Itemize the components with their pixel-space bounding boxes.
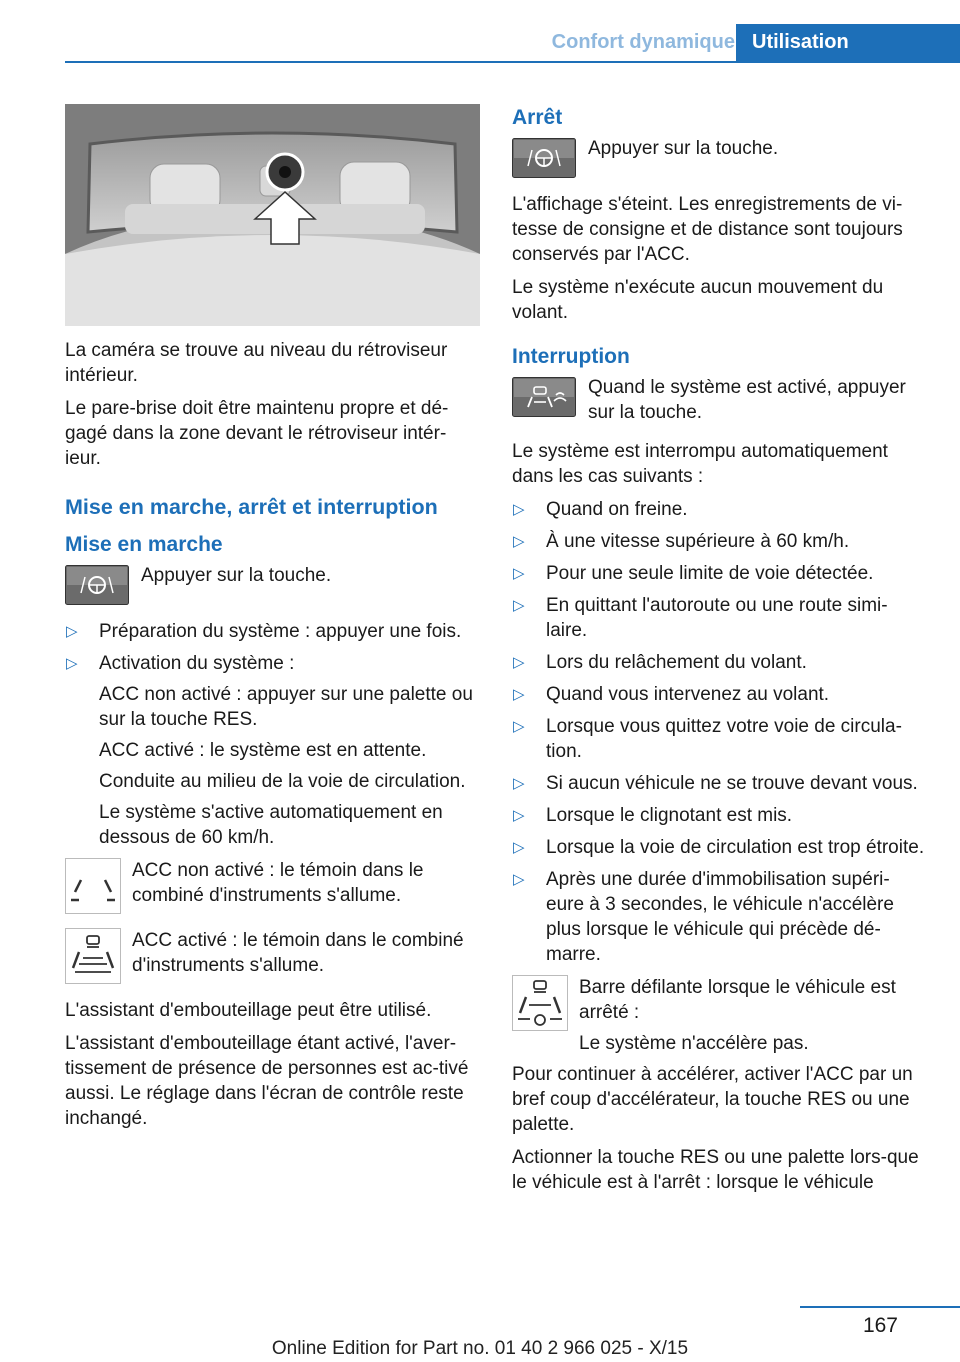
bullet-triangle-icon: ▷	[513, 807, 525, 824]
bullet-triangle-icon: ▷	[513, 871, 525, 888]
paragraph: La caméra se trouve au niveau du rétroviseur intérieur.	[65, 340, 448, 386]
list-item: ▷ Lorsque vous quittez votre voie de circula-tion.	[513, 716, 902, 762]
bullet-triangle-icon: ▷	[513, 654, 525, 671]
indicator-row	[65, 928, 480, 984]
subheading-interruption: Interruption	[512, 345, 630, 368]
stop-button-row	[512, 136, 927, 178]
paragraph: Actionner la touche RES ou une palette lors-que le véhicule est à l'arrêt : lorsque le véhicule	[512, 1147, 919, 1193]
camera-photo	[65, 104, 480, 326]
interrupt-button-icon	[512, 377, 576, 417]
header-chapter: Confort dynamique	[551, 31, 735, 53]
start-button-row	[65, 563, 480, 605]
indicator-text: Barre défilante lorsque le véhicule est arrêté :	[579, 977, 896, 1023]
section-heading: Mise en marche, arrêt et interruption	[65, 495, 438, 519]
bullet-triangle-icon: ▷	[66, 655, 78, 672]
steering-wheel-button-icon	[512, 138, 576, 178]
list-item: ▷ Lorsque le clignotant est mis.	[513, 805, 793, 826]
traffic-jam-assistant-indicator-icon	[65, 928, 121, 984]
bullet-triangle-icon: ▷	[66, 623, 78, 640]
list-item: ▷ Quand vous intervenez au volant.	[513, 684, 830, 705]
list-item: ▷ En quittant l'autoroute ou une route simi-laire.	[513, 595, 888, 641]
header-section-tab: Utilisation	[736, 24, 960, 61]
page-number: 167	[862, 1314, 898, 1337]
footer-edition: Online Edition for Part no. 01 40 2 966 025 - X/15	[271, 1338, 689, 1359]
bullet-triangle-icon: ▷	[513, 533, 525, 550]
indicator-text: ACC non activé : le témoin dans le combiné d'instruments s'allume.	[132, 860, 424, 906]
interrupt-button-text: Quand le système est activé, appuyer sur la touche.	[588, 377, 906, 423]
list-item: ▷ Si aucun véhicule ne se trouve devant vous.	[513, 773, 918, 794]
right-column	[512, 104, 927, 1203]
list-item: ▷ Préparation du système : appuyer une fois.	[66, 621, 462, 642]
paragraph: L'assistant d'embouteillage étant activé, l'aver-tissement de présence de personnes est ac-tivé aussi. Le réglage dans l'écran de contrôle reste inchangé.	[65, 1033, 469, 1129]
page-header	[65, 24, 960, 63]
list-item: ▷ Lors du relâchement du volant.	[513, 652, 807, 673]
bullet-triangle-icon: ▷	[513, 839, 525, 856]
bullet-triangle-icon: ▷	[513, 565, 525, 582]
list-item: ▷ À une vitesse supérieure à 60 km/h.	[513, 531, 850, 552]
bullet-triangle-icon: ▷	[513, 718, 525, 735]
bullet-triangle-icon: ▷	[513, 775, 525, 792]
list-item: ▷ Pour une seule limite de voie détectée.	[513, 563, 874, 584]
subheading-stop: Arrêt	[512, 106, 563, 129]
footer-rule	[800, 1306, 960, 1308]
left-column	[65, 104, 480, 1139]
bullet-triangle-icon: ▷	[513, 597, 525, 614]
interruption-bullet-list	[512, 497, 927, 967]
indicator-row	[65, 858, 480, 914]
indicator-row	[512, 975, 927, 1056]
list-item: ▷ Activation du système : ACC non activé : appuyer sur une palette ou sur la touche RES. ACC activé : le système est en attente. Conduite au milieu de la voie de circulation. Le système s'active automatiquement en dessous de 60 km/h.	[65, 651, 480, 850]
paragraph: L'assistant d'embouteillage peut être utilisé.	[65, 1000, 432, 1021]
paragraph: Le système est interrompu automatiquement dans les cas suivants :	[512, 441, 888, 487]
stopped-vehicle-indicator-icon	[512, 975, 568, 1031]
lane-lines-indicator-icon	[65, 858, 121, 914]
list-item: ▷ Après une durée d'immobilisation supéri-eure à 3 secondes, le véhicule n'accélère plus lorsque le véhicule qui précède dé-marre.	[513, 869, 894, 965]
paragraph: Pour continuer à accélérer, activer l'ACC par un bref coup d'accélérateur, la touche RES ou une palette.	[512, 1064, 913, 1135]
interrupt-button-row	[512, 375, 927, 425]
stop-button-text: Appuyer sur la touche.	[588, 138, 779, 159]
paragraph: Le pare-brise doit être maintenu propre et dé-gagé dans la zone devant le rétroviseur intér-ieur.	[65, 398, 449, 469]
indicator-text: ACC activé : le témoin dans le combiné d'instruments s'allume.	[132, 930, 464, 976]
paragraph: L'affichage s'éteint. Les enregistrements de vi-tesse de consigne et de distance sont toujours conservés par l'ACC.	[512, 194, 903, 265]
start-bullet-list	[65, 619, 480, 850]
steering-wheel-button-icon	[65, 565, 129, 605]
indicator-subtext: Le système n'accélère pas.	[579, 1033, 809, 1054]
paragraph: ACC activé : le système est en attente.	[99, 740, 427, 761]
paragraph: Le système n'exécute aucun mouvement du volant.	[512, 277, 884, 323]
bullet-triangle-icon: ▷	[513, 501, 525, 518]
subheading-start: Mise en marche	[65, 533, 223, 556]
list-item: ▷ Lorsque la voie de circulation est trop étroite.	[513, 837, 925, 858]
paragraph: ACC non activé : appuyer sur une palette ou sur la touche RES.	[99, 684, 473, 730]
bullet-triangle-icon: ▷	[513, 686, 525, 703]
paragraph: Le système s'active automatiquement en dessous de 60 km/h.	[99, 802, 443, 848]
paragraph: Conduite au milieu de la voie de circulation.	[99, 771, 466, 792]
list-item: ▷ Quand on freine.	[513, 499, 688, 520]
start-button-text: Appuyer sur la touche.	[141, 565, 332, 586]
